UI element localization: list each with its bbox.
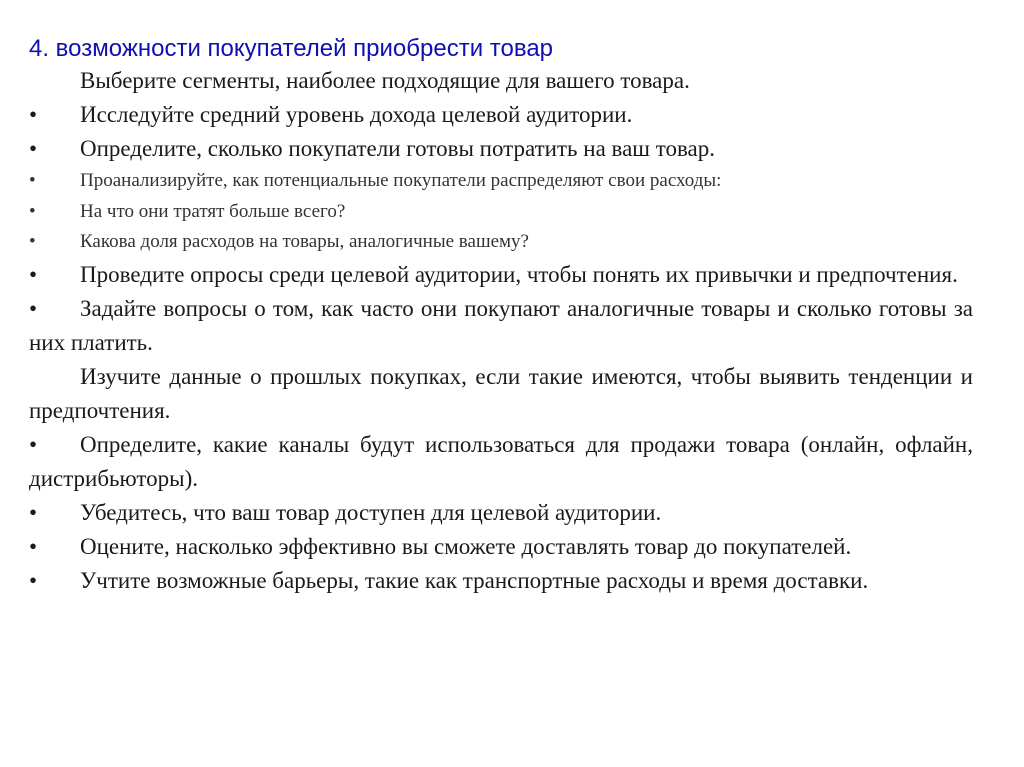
bullet-list (29, 64, 973, 598)
list-item-text: На что они тратят больше всего? (80, 200, 346, 222)
bullet-marker: • (29, 261, 38, 287)
bullet-marker: • (29, 136, 38, 161)
bullet-marker: • (29, 499, 38, 525)
list-item-text: Задайте вопросы о том, как часто они покупают аналогичные товары и сколько готовы за них платить. (29, 295, 973, 355)
bullet-marker: • (29, 533, 38, 559)
list-item (29, 227, 973, 258)
bullet-marker: • (29, 567, 38, 593)
list-item (29, 166, 973, 197)
list-item-text: Оцените, насколько эффективно вы сможете доставлять товар до покупателей. (80, 533, 852, 559)
list-item-text: Какова доля расходов на товары, аналогичные вашему? (80, 231, 529, 252)
list-item (29, 64, 973, 98)
bullet-marker: • (29, 431, 38, 457)
list-item (29, 132, 973, 166)
list-item (29, 98, 973, 132)
list-item (29, 197, 973, 228)
list-item-text: Определите, какие каналы будут использоваться для продажи товара (онлайн, офлайн, дистрибьюторы). (29, 431, 973, 491)
list-item (29, 564, 973, 598)
list-item (29, 292, 973, 360)
list-item (29, 360, 973, 428)
bullet-marker: • (29, 231, 36, 252)
list-item (29, 258, 973, 292)
list-item-text: Выберите сегменты, наиболее подходящие для вашего товара. (80, 68, 690, 93)
list-item-text: Проведите опросы среди целевой аудитории, чтобы понять их привычки и предпочтения. (80, 261, 958, 287)
bullet-marker: • (29, 170, 36, 191)
list-item-text: Учтите возможные барьеры, такие как транспортные расходы и время доставки. (80, 567, 869, 593)
list-item (29, 530, 973, 564)
list-item-text: Исследуйте средний уровень дохода целевой аудитории. (80, 102, 633, 127)
list-item-text: Убедитесь, что ваш товар доступен для целевой аудитории. (80, 499, 662, 525)
slide-title: 4. возможности покупателей приобрести товар (29, 35, 554, 62)
bullet-marker: • (29, 102, 38, 127)
bullet-marker: • (29, 200, 36, 222)
list-item-text: Изучите данные о прошлых покупках, если такие имеются, чтобы выявить тенденции и предпочтения. (29, 363, 973, 423)
bullet-marker: • (29, 295, 38, 321)
list-item (29, 428, 973, 496)
list-item-text: Определите, сколько покупатели готовы потратить на ваш товар. (80, 136, 716, 161)
list-item-text: Проанализируйте, как потенциальные покупатели распределяют свои расходы: (80, 170, 722, 191)
list-item (29, 496, 973, 530)
